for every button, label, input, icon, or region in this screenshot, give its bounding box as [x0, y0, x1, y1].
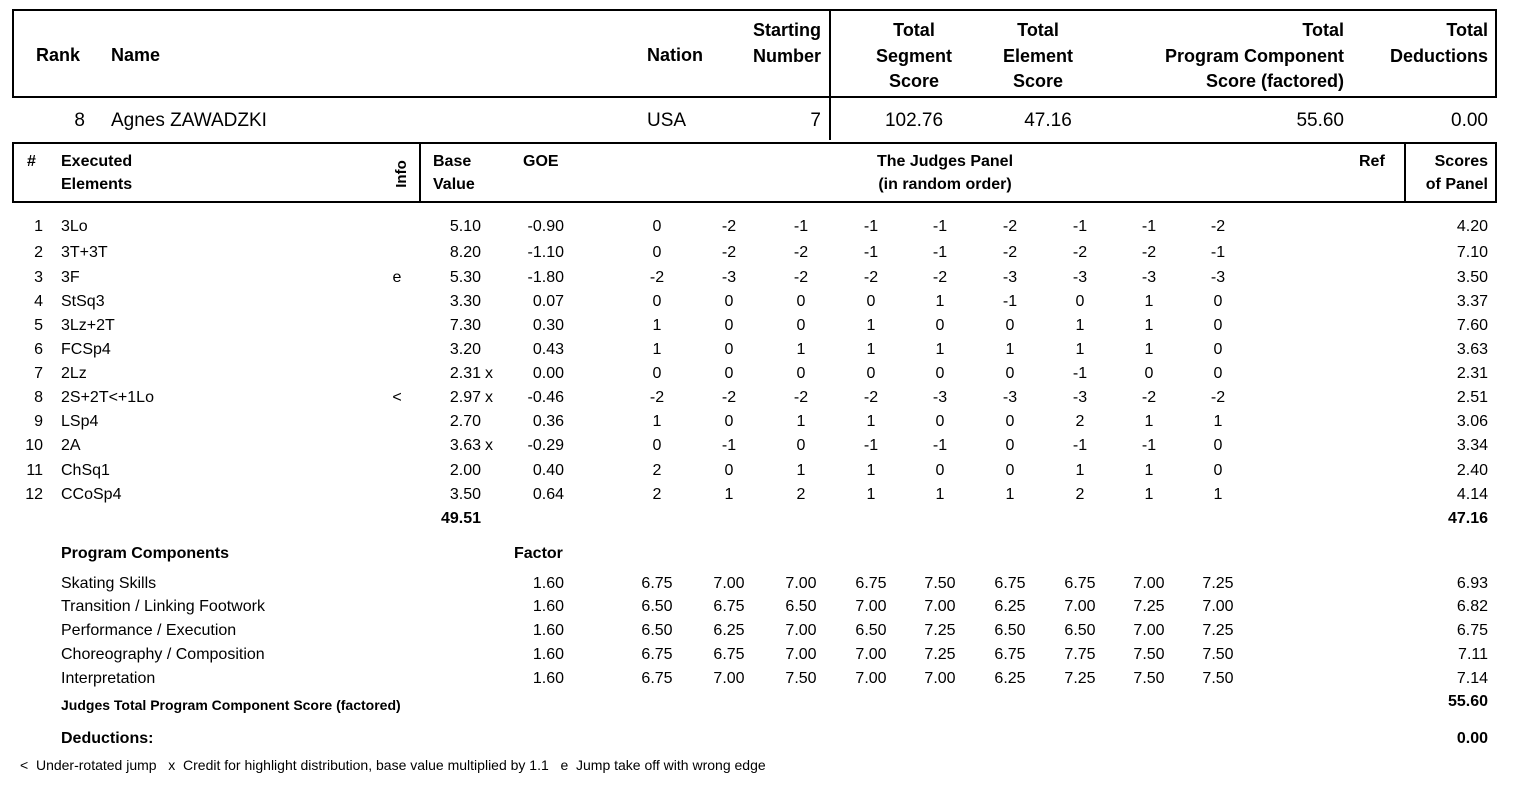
element-number: 10: [25, 437, 43, 454]
element-goe: 0.00: [532, 365, 564, 382]
element-base-value: 5.30: [449, 269, 481, 286]
judge-score: 0: [1213, 365, 1223, 382]
element-goe: -1.10: [527, 244, 564, 261]
element-goe: 0.30: [532, 317, 564, 334]
judge-score: 0: [796, 365, 806, 382]
judge-score: 1: [866, 462, 876, 479]
element-goe: -0.29: [527, 437, 564, 454]
judge-score: -2: [863, 389, 879, 406]
skater-total-deductions: 0.00: [1451, 110, 1488, 131]
element-panel-score: 3.50: [1456, 269, 1488, 286]
judge-score: -1: [863, 244, 879, 261]
skater-rank: 8: [74, 110, 85, 131]
component-panel-score: 7.11: [1458, 646, 1488, 663]
judge-score: 0: [652, 437, 662, 454]
judge-score: 1: [796, 462, 806, 479]
judge-score: -3: [721, 269, 737, 286]
judge-score: -3: [1072, 269, 1088, 286]
judge-score: 1: [1144, 293, 1154, 310]
element-base-value: 2.00: [449, 462, 481, 479]
element-number: 5: [34, 317, 43, 334]
header-divider: [829, 9, 831, 140]
rank-header: Rank: [36, 45, 81, 65]
judge-score: 1: [724, 486, 734, 503]
judge-score: -1: [863, 218, 879, 235]
judge-mark: 7.50: [924, 575, 956, 592]
element-number: 2: [34, 244, 43, 261]
component-name: Skating Skills: [61, 575, 157, 592]
judge-score: -2: [721, 218, 737, 235]
element-goe: -0.46: [527, 389, 564, 406]
judge-score: -3: [1072, 389, 1088, 406]
judge-score: -2: [649, 269, 665, 286]
element-info: <: [392, 389, 402, 406]
element-panel-score: 4.20: [1456, 218, 1488, 235]
total-deductions-header: Total Deductions: [1389, 20, 1488, 66]
scores-of-panel-header: Scores of Panel: [1425, 153, 1488, 193]
judge-score: -1: [1141, 218, 1157, 235]
skater-total-segment-score: 102.76: [884, 110, 944, 131]
element-panel-score: 3.06: [1456, 413, 1488, 430]
judge-mark: 7.75: [1064, 646, 1096, 663]
element-base-value: 3.30: [449, 293, 481, 310]
judge-mark: 6.50: [785, 598, 817, 615]
judge-score: -2: [1002, 218, 1018, 235]
element-base-x: x: [485, 437, 493, 454]
element-name: StSq3: [61, 293, 105, 310]
judge-score: -2: [793, 269, 809, 286]
judge-score: -2: [932, 269, 948, 286]
component-panel-score: 7.14: [1456, 670, 1488, 687]
judge-score: -2: [863, 269, 879, 286]
judge-mark: 6.75: [641, 575, 673, 592]
element-number: 12: [25, 486, 43, 503]
total-segment-score-header: Total Segment Score: [875, 20, 953, 91]
component-name: Transition / Linking Footwork: [61, 598, 265, 615]
judge-score: 1: [866, 413, 876, 430]
ref-header: Ref: [1359, 153, 1385, 170]
judge-score: 2: [1075, 486, 1085, 503]
judge-score: 1: [935, 341, 945, 358]
judge-score: 1: [1213, 413, 1223, 430]
judge-score: -3: [1210, 269, 1226, 286]
component-name: Choreography / Composition: [61, 646, 265, 663]
judge-score: 0: [866, 293, 876, 310]
judge-mark: 7.50: [1202, 670, 1234, 687]
judge-score: -1: [1210, 244, 1226, 261]
element-name: CCoSp4: [61, 486, 122, 503]
judge-mark: 7.00: [924, 598, 956, 615]
judge-score: 0: [724, 462, 734, 479]
element-panel-score: 2.31: [1456, 365, 1488, 382]
starting-number-header: Starting Number: [752, 20, 821, 66]
skater-starting-number: 7: [810, 110, 821, 131]
judge-score: 0: [1213, 341, 1223, 358]
component-panel-score: 6.75: [1456, 622, 1488, 639]
judge-mark: 7.25: [924, 622, 956, 639]
element-goe: 0.40: [532, 462, 564, 479]
judge-score: 0: [1005, 365, 1015, 382]
judge-mark: 6.75: [994, 575, 1026, 592]
judge-score: -1: [793, 218, 809, 235]
element-number: 9: [34, 413, 43, 430]
nation-header: Nation: [647, 45, 703, 65]
deductions-value: 0.00: [1456, 730, 1488, 747]
judge-score: 0: [935, 413, 945, 430]
judge-score: 0: [1213, 293, 1223, 310]
judge-score: -1: [932, 437, 948, 454]
element-panel-score: 2.40: [1456, 462, 1488, 479]
judge-mark: 7.00: [855, 598, 887, 615]
element-name: 2Lz: [61, 365, 87, 382]
judge-score: 0: [935, 365, 945, 382]
judge-score: 2: [1075, 413, 1085, 430]
judge-score: 0: [724, 413, 734, 430]
element-name: LSp4: [61, 413, 99, 430]
judge-score: 2: [796, 486, 806, 503]
judge-score: 1: [1144, 462, 1154, 479]
judge-mark: 6.50: [1064, 622, 1096, 639]
judge-mark: 7.00: [855, 670, 887, 687]
judge-mark: 7.00: [713, 575, 745, 592]
component-panel-score: 6.82: [1456, 598, 1488, 615]
judge-mark: 7.25: [1202, 575, 1234, 592]
element-panel-score: 3.63: [1456, 341, 1488, 358]
element-info: e: [392, 269, 402, 286]
judge-mark: 6.25: [994, 598, 1026, 615]
judge-mark: 7.50: [1133, 646, 1165, 663]
judge-score: 1: [796, 413, 806, 430]
judge-mark: 7.00: [713, 670, 745, 687]
skater-name: Agnes ZAWADZKI: [111, 110, 267, 131]
judge-score: -2: [649, 389, 665, 406]
judge-score: 2: [652, 462, 662, 479]
element-panel-score: 7.10: [1456, 244, 1488, 261]
judge-score: -2: [1210, 218, 1226, 235]
judge-score: 0: [652, 218, 662, 235]
total-element-score-header: Total Element Score: [1002, 20, 1074, 91]
judge-score: 1: [1213, 486, 1223, 503]
judge-mark: 6.75: [713, 646, 745, 663]
component-name: Interpretation: [61, 670, 156, 687]
judge-mark: 6.50: [994, 622, 1026, 639]
element-name: 2S+2T<+1Lo: [61, 389, 154, 406]
element-goe: 0.43: [532, 341, 564, 358]
judge-mark: 7.00: [924, 670, 956, 687]
element-number: 7: [34, 365, 43, 382]
judge-score: -2: [1210, 389, 1226, 406]
element-goe: 0.07: [532, 293, 564, 310]
element-base-value: 2.70: [449, 413, 481, 430]
component-factor: 1.60: [532, 622, 564, 639]
judge-score: -2: [1141, 389, 1157, 406]
judge-score: 1: [1144, 413, 1154, 430]
judge-score: -1: [932, 244, 948, 261]
element-panel-score: 4.14: [1456, 486, 1488, 503]
judge-mark: 7.00: [785, 622, 817, 639]
judge-score: -2: [793, 389, 809, 406]
judge-mark: 6.25: [994, 670, 1026, 687]
element-name: ChSq1: [61, 462, 110, 479]
element-name: 3F: [61, 269, 80, 286]
judge-score: 0: [935, 317, 945, 334]
judge-score: 1: [1075, 462, 1085, 479]
judge-mark: 7.50: [1202, 646, 1234, 663]
element-number: 8: [34, 389, 43, 406]
judge-mark: 7.00: [1064, 598, 1096, 615]
judge-score: 0: [724, 341, 734, 358]
judge-score: -2: [793, 244, 809, 261]
judge-mark: 6.75: [641, 670, 673, 687]
judge-mark: 6.50: [855, 622, 887, 639]
judge-mark: 6.75: [855, 575, 887, 592]
judge-score: 1: [652, 341, 662, 358]
component-factor: 1.60: [532, 670, 564, 687]
judge-score: -2: [1072, 244, 1088, 261]
element-name: 3Lz+2T: [61, 317, 115, 334]
judge-score: 1: [866, 317, 876, 334]
judge-score: 1: [1075, 317, 1085, 334]
judge-mark: 7.00: [855, 646, 887, 663]
judge-score: 2: [652, 486, 662, 503]
element-base-value: 3.50: [449, 486, 481, 503]
judge-score: 0: [724, 293, 734, 310]
judge-mark: 6.75: [1064, 575, 1096, 592]
element-panel-score: 3.37: [1456, 293, 1488, 310]
judge-score: 1: [652, 413, 662, 430]
component-factor: 1.60: [532, 598, 564, 615]
judge-score: 0: [1213, 437, 1223, 454]
element-base-value: 2.97: [449, 389, 481, 406]
element-goe: 0.64: [532, 486, 564, 503]
judge-score: 0: [1005, 317, 1015, 334]
judge-mark: 7.25: [1133, 598, 1165, 615]
judge-score: -1: [932, 218, 948, 235]
judge-score: -1: [721, 437, 737, 454]
judge-mark: 7.25: [1202, 622, 1234, 639]
deductions-label: Deductions:: [61, 730, 154, 747]
element-goe: 0.36: [532, 413, 564, 430]
judge-score: 0: [1213, 317, 1223, 334]
factor-header: Factor: [514, 545, 563, 562]
judge-score: 0: [1005, 437, 1015, 454]
element-base-x: x: [485, 365, 493, 382]
element-number: 6: [34, 341, 43, 358]
judge-score: -2: [1141, 244, 1157, 261]
judge-mark: 7.25: [1064, 670, 1096, 687]
base-value-total: 49.51: [440, 510, 481, 527]
judge-score: -2: [721, 244, 737, 261]
skater-nation: USA: [647, 110, 687, 131]
element-number: 11: [26, 462, 43, 479]
judge-score: 0: [866, 365, 876, 382]
element-panel-score: 7.60: [1456, 317, 1488, 334]
component-factor: 1.60: [532, 646, 564, 663]
element-panel-score: 3.34: [1456, 437, 1488, 454]
scores-divider: [1404, 142, 1406, 203]
judge-score: 1: [652, 317, 662, 334]
element-panel-score: 2.51: [1456, 389, 1488, 406]
judge-score: 0: [935, 462, 945, 479]
judge-score: -3: [932, 389, 948, 406]
info-divider: [419, 142, 421, 203]
judge-score: -3: [1141, 269, 1157, 286]
total-program-component-header: Total Program Component Score (factored): [1164, 20, 1344, 91]
judge-score: 1: [935, 293, 945, 310]
judge-score: 1: [1144, 341, 1154, 358]
element-name: 3Lo: [61, 218, 88, 235]
judge-score: 0: [796, 437, 806, 454]
judge-mark: 6.75: [994, 646, 1026, 663]
judge-score: -1: [863, 437, 879, 454]
element-name: FCSp4: [61, 341, 111, 358]
judge-score: 1: [866, 486, 876, 503]
judge-mark: 6.50: [641, 622, 673, 639]
judge-score: 0: [724, 317, 734, 334]
judge-mark: 6.25: [713, 622, 745, 639]
judge-score: -3: [1002, 269, 1018, 286]
skater-total-element-score: 47.16: [1024, 110, 1072, 131]
element-name: 2A: [61, 437, 81, 454]
num-header: #: [27, 153, 36, 170]
element-base-value: 8.20: [449, 244, 481, 261]
judge-score: 1: [1144, 317, 1154, 334]
element-name: 3T+3T: [61, 244, 108, 261]
judge-score: 1: [1005, 341, 1015, 358]
judge-score: 1: [935, 486, 945, 503]
component-panel-score: 6.93: [1456, 575, 1488, 592]
judge-score: 1: [1005, 486, 1015, 503]
judge-score: -1: [1002, 293, 1018, 310]
judge-score: 0: [1005, 413, 1015, 430]
judge-score: 0: [724, 365, 734, 382]
judge-mark: 6.50: [641, 598, 673, 615]
judge-score: 1: [1075, 341, 1085, 358]
judge-score: 1: [866, 341, 876, 358]
name-header: Name: [111, 45, 161, 65]
judge-score: 0: [652, 244, 662, 261]
judge-score: 0: [652, 365, 662, 382]
judge-score: 0: [1144, 365, 1154, 382]
judge-mark: 7.00: [1133, 575, 1165, 592]
judge-mark: 7.00: [785, 646, 817, 663]
judge-mark: 7.50: [1133, 670, 1165, 687]
program-components-title: Program Components: [61, 545, 230, 562]
judge-score: 1: [796, 341, 806, 358]
element-goe: -0.90: [527, 218, 564, 235]
base-value-header: Base Value: [433, 153, 475, 193]
element-number: 3: [34, 269, 43, 286]
judge-score: 0: [652, 293, 662, 310]
element-base-value: 3.20: [449, 341, 481, 358]
judge-score: 1: [1144, 486, 1154, 503]
element-number: 1: [34, 218, 43, 235]
element-base-value: 7.30: [449, 317, 481, 334]
judge-mark: 6.75: [641, 646, 673, 663]
judge-score: -2: [721, 389, 737, 406]
judge-score: 0: [1075, 293, 1085, 310]
elements-header-box: [12, 142, 1497, 203]
judge-score: -1: [1072, 437, 1088, 454]
judges-panel-header: The Judges Panel (in random order): [876, 153, 1014, 193]
element-base-value: 2.31: [449, 365, 481, 382]
component-factor: 1.60: [532, 575, 564, 592]
judge-mark: 7.00: [785, 575, 817, 592]
elements-score-total: 47.16: [1447, 510, 1488, 527]
executed-elements-header: Executed Elements: [61, 153, 133, 193]
judge-mark: 7.50: [785, 670, 817, 687]
judge-score: -1: [1072, 365, 1088, 382]
element-base-value: 5.10: [449, 218, 481, 235]
judge-score: -3: [1002, 389, 1018, 406]
judge-mark: 7.25: [924, 646, 956, 663]
judge-score: 0: [796, 317, 806, 334]
element-goe: -1.80: [527, 269, 564, 286]
judge-mark: 6.75: [713, 598, 745, 615]
element-base-x: x: [485, 389, 493, 406]
component-name: Performance / Execution: [61, 622, 237, 639]
judge-score: -2: [1002, 244, 1018, 261]
judge-mark: 7.00: [1133, 622, 1165, 639]
judge-score: -1: [1141, 437, 1157, 454]
judge-mark: 7.00: [1202, 598, 1234, 615]
legend: < Under-rotated jump x Credit for highlight distribution, base value multiplied by 1.1 e Jump take off with wrong edge: [20, 757, 766, 773]
judge-score: 0: [1005, 462, 1015, 479]
element-base-value: 3.63: [449, 437, 481, 454]
judge-score: 0: [1213, 462, 1223, 479]
skater-total-program-component: 55.60: [1296, 110, 1344, 131]
info-header: Info: [393, 160, 410, 188]
judges-total-pc-value: 55.60: [1447, 693, 1488, 710]
goe-header: GOE: [523, 153, 559, 170]
judge-score: -1: [1072, 218, 1088, 235]
judge-score: 0: [796, 293, 806, 310]
element-number: 4: [34, 293, 43, 310]
judges-total-pc-label: Judges Total Program Component Score (factored): [61, 697, 401, 713]
